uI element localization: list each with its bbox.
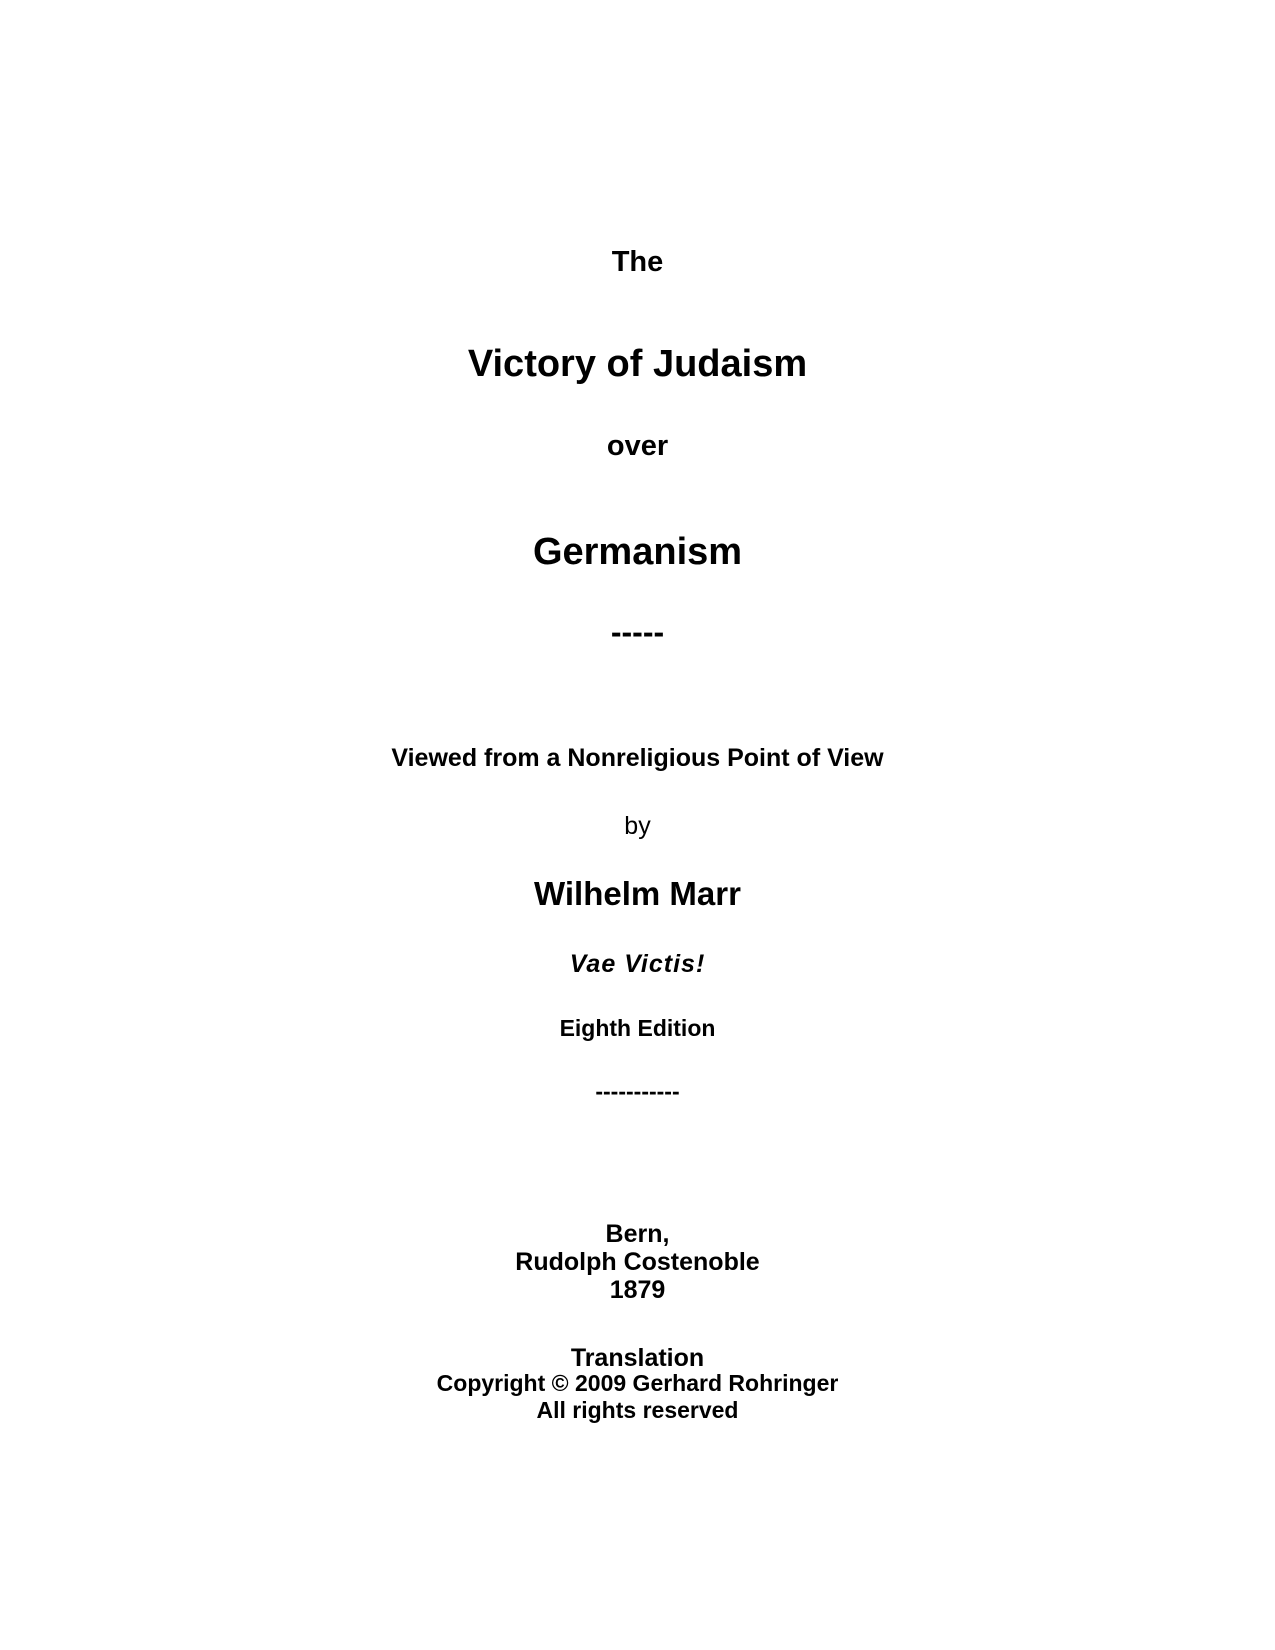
motto: Vae Victis!: [569, 950, 706, 978]
imprint-publisher: Rudolph Costenoble: [515, 1248, 760, 1276]
author-name: Wilhelm Marr: [534, 875, 741, 912]
edition: Eighth Edition: [559, 1015, 716, 1041]
imprint-place: Bern,: [605, 1220, 670, 1248]
title-article: The: [611, 246, 664, 278]
rights-line: All rights reserved: [536, 1397, 739, 1423]
title-connector: over: [606, 430, 669, 462]
by-label: by: [624, 812, 651, 840]
translation-label: Translation: [570, 1344, 705, 1372]
main-title-line-1: Victory of Judaism: [467, 343, 808, 385]
copyright-line: Copyright © 2009 Gerhard Rohringer: [436, 1370, 839, 1396]
main-title-line-2: Germanism: [532, 531, 743, 573]
separator-long: -----------: [595, 1078, 680, 1104]
separator-short: -----: [610, 614, 665, 650]
subtitle: Viewed from a Nonreligious Point of View: [391, 744, 884, 772]
imprint-year: 1879: [609, 1276, 666, 1304]
